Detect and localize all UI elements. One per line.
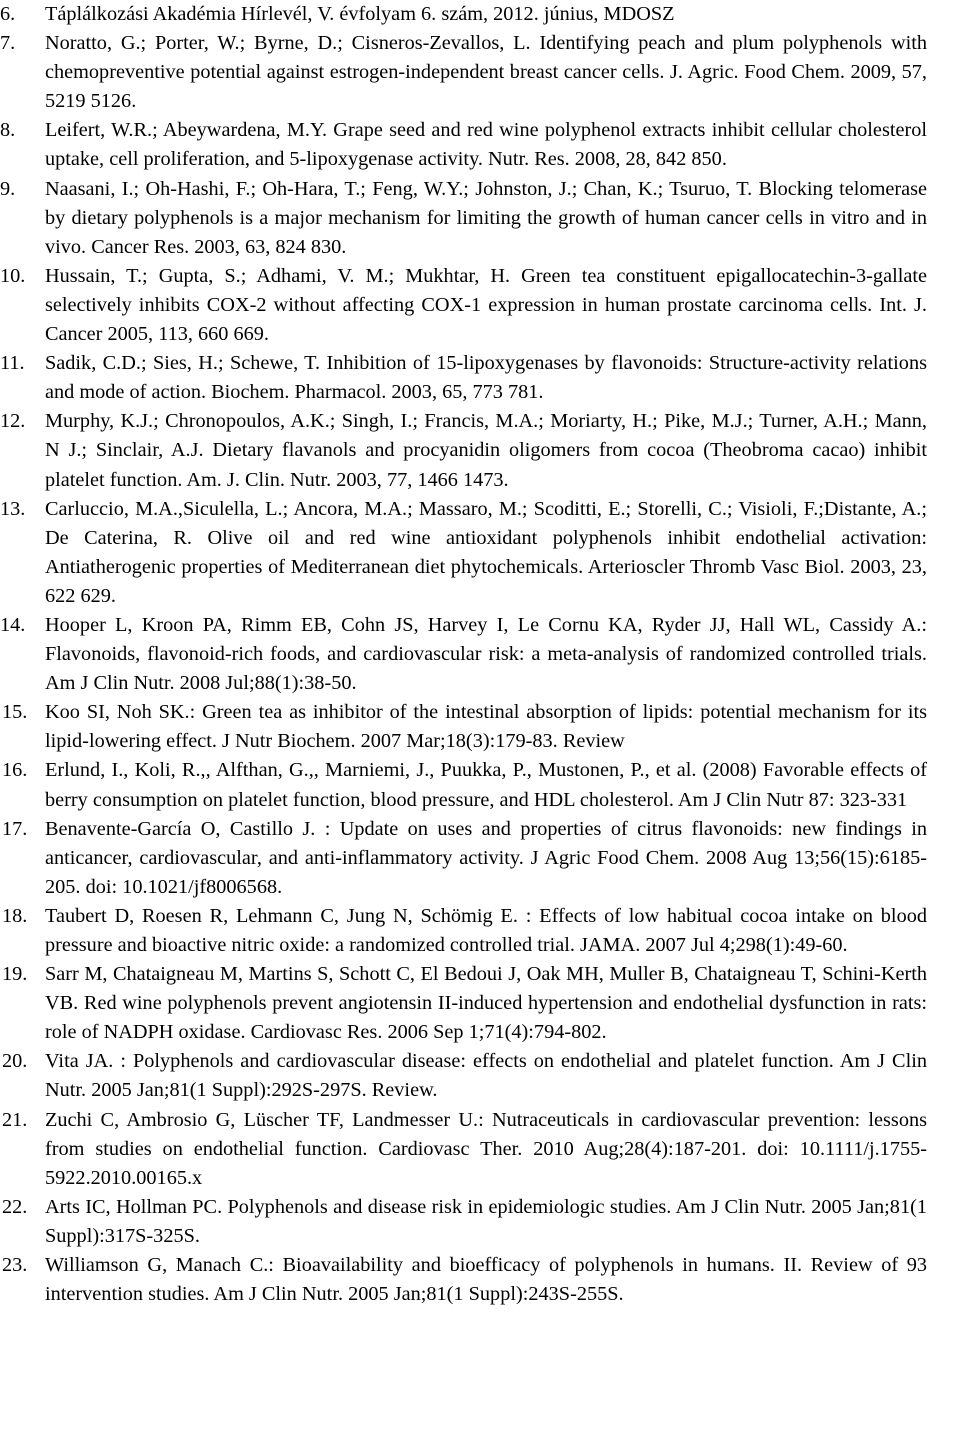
- reference-item: [0, 175, 927, 262]
- reference-text: Noratto, G.; Porter, W.; Byrne, D.; Cisneros-Zevallos, L. Identifying peach and plum polyphenols with chemopreventive potential against estrogen-independent breast cancer cells. J. Agric. Food Chem. 2009, 57, 5219 5126.: [45, 32, 927, 113]
- reference-item: [0, 1193, 927, 1251]
- reference-item: [0, 756, 927, 814]
- reference-text: Benavente-García O, Castillo J. : Update on uses and properties of citrus flavonoids: new findings in anticancer, cardiovascular, and anti-inflammatory activity. J Agric Food Chem. 2008 Aug 13;56(15):6185-205. doi: 10.1021/jf8006568.: [45, 817, 927, 898]
- reference-item: [0, 815, 927, 902]
- reference-number: 7.: [0, 32, 16, 55]
- reference-item: [0, 902, 927, 960]
- reference-text: Hussain, T.; Gupta, S.; Adhami, V. M.; Mukhtar, H. Green tea constituent epigallocatechin-3-gallate selectively inhibits COX-2 without affecting COX-1 expression in human prostate carcinoma cells. Int. J. Cancer 2005, 113, 660 669.: [45, 264, 927, 346]
- reference-item: [0, 262, 927, 349]
- reference-number: 23.: [2, 1254, 28, 1277]
- reference-text: Hooper L, Kroon PA, Rimm EB, Cohn JS, Harvey I, Le Cornu KA, Ryder JJ, Hall WL, Cassidy A.: Flavonoids, flavonoid-rich foods, and cardiovascular risk: a meta-analysis of randomized controlled trials. Am J Clin Nutr. 2008 Jul;88(1):38-50.: [45, 613, 927, 695]
- reference-number: 22.: [2, 1195, 28, 1218]
- reference-number: 21.: [2, 1108, 28, 1131]
- reference-item: [0, 495, 927, 611]
- reference-number: 12.: [0, 410, 26, 433]
- reference-number: 11.: [0, 352, 25, 375]
- reference-text: Murphy, K.J.; Chronopoulos, A.K.; Singh, I.; Francis, M.A.; Moriarty, H.; Pike, M.J.; Turner, A.H.; Mann, N J.; Sinclair, A.J. Dietary flavanols and procyanidin oligomers from cocoa (Theobroma cacao) inhibit platelet function. Am. J. Clin. Nutr. 2003, 77, 1466 1473.: [45, 410, 927, 491]
- reference-text: Naasani, I.; Oh-Hashi, F.; Oh-Hara, T.; Feng, W.Y.; Johnston, J.; Chan, K.; Tsuruo, T. Blocking telomerase by dietary polyphenols is a major mechanism for limiting the growth of human cancer cells in vitro and in vivo. Cancer Res. 2003, 63, 824 830.: [45, 177, 927, 258]
- reference-item: [0, 349, 927, 407]
- reference-item: [0, 1106, 927, 1193]
- reference-text: Erlund, I., Koli, R.,, Alfthan, G.,, Marniemi, J., Puukka, P., Mustonen, P., et al. (2008) Favorable effects of berry consumption on platelet function, blood pressure, and HDL cholesterol. Am J Clin Nutr 87: 323-331: [45, 759, 927, 811]
- reference-number: 13.: [0, 497, 26, 520]
- reference-item: [0, 1047, 927, 1105]
- reference-text: Taubert D, Roesen R, Lehmann C, Jung N, Schömig E. : Effects of low habitual cocoa intake on blood pressure and bioactive nitric oxide: a randomized controlled trial. JAMA. 2007 Jul 4;298(1):49-60.: [45, 904, 927, 956]
- reference-item: [0, 1251, 927, 1309]
- reference-item: [0, 29, 927, 116]
- reference-number: 15.: [2, 701, 28, 724]
- reference-number: 9.: [0, 177, 16, 200]
- reference-item: [0, 611, 927, 698]
- reference-item: [0, 960, 927, 1047]
- reference-number: 18.: [2, 904, 28, 927]
- reference-item: [0, 116, 927, 174]
- reference-item: [0, 0, 927, 29]
- reference-number: 6.: [0, 3, 16, 25]
- reference-number: 17.: [2, 817, 28, 840]
- reference-number: 16.: [2, 759, 28, 782]
- reference-number: 8.: [0, 119, 16, 142]
- reference-number: 19.: [2, 963, 28, 986]
- reference-number: 20.: [2, 1050, 28, 1073]
- reference-number: 14.: [0, 613, 26, 636]
- reference-text: Sarr M, Chataigneau M, Martins S, Schott C, El Bedoui J, Oak MH, Muller B, Chataigneau T, Schini-Kerth VB. Red wine polyphenols prevent angiotensin II-induced hypertension and endothelial dysfunction in rats: role of NADPH oxidase. Cardiovasc Res. 2006 Sep 1;71(4):794-802.: [45, 963, 927, 1044]
- reference-text: Táplálkozási Akadémia Hírlevél, V. évfolyam 6. szám, 2012. június, MDOSZ: [45, 3, 675, 25]
- reference-text: Koo SI, Noh SK.: Green tea as inhibitor of the intestinal absorption of lipids: potential mechanism for its lipid-lowering effect. J Nutr Biochem. 2007 Mar;18(3):179-83. Review: [45, 701, 927, 753]
- reference-text: Arts IC, Hollman PC. Polyphenols and disease risk in epidemiologic studies. Am J Clin Nutr. 2005 Jan;81(1 Suppl):317S-325S.: [45, 1195, 927, 1247]
- reference-text: Carluccio, M.A.,Siculella, L.; Ancora, M.A.; Massaro, M.; Scoditti, E.; Storelli, C.; Visioli, F.;Distante, A.; De Caterina, R. Olive oil and red wine antioxidant polyphenols inhibit endothelial activation: Antiatherogenic properties of Mediterranean diet phytochemicals. Arterioscler Thromb Vasc Biol. 2003, 23, 622 629.: [45, 497, 927, 607]
- reference-number: 10.: [0, 264, 26, 287]
- reference-text: Zuchi C, Ambrosio G, Lüscher TF, Landmesser U.: Nutraceuticals in cardiovascular prevention: lessons from studies on endothelial function. Cardiovasc Ther. 2010 Aug;28(4):187-201. doi: 10.1111/j.1755-5922.2010.00165.x: [45, 1108, 927, 1189]
- reference-item: [0, 698, 927, 756]
- reference-text: Sadik, C.D.; Sies, H.; Schewe, T. Inhibition of 15-lipoxygenases by flavonoids: Structure-activity relations and mode of action. Biochem. Pharmacol. 2003, 65, 773 781.: [45, 352, 927, 404]
- reference-item: [0, 407, 927, 494]
- reference-text: Vita JA. : Polyphenols and cardiovascular disease: effects on endothelial and platelet function. Am J Clin Nutr. 2005 Jan;81(1 Suppl):292S-297S. Review.: [45, 1050, 927, 1102]
- reference-text: Leifert, W.R.; Abeywardena, M.Y. Grape seed and red wine polyphenol extracts inhibit cellular cholesterol uptake, cell proliferation, and 5-lipoxygenase activity. Nutr. Res. 2008, 28, 842 850.: [45, 119, 927, 171]
- reference-text: Williamson G, Manach C.: Bioavailability and bioefficacy of polyphenols in humans. II. Review of 93 intervention studies. Am J Clin Nutr. 2005 Jan;81(1 Suppl):243S-255S.: [45, 1254, 927, 1306]
